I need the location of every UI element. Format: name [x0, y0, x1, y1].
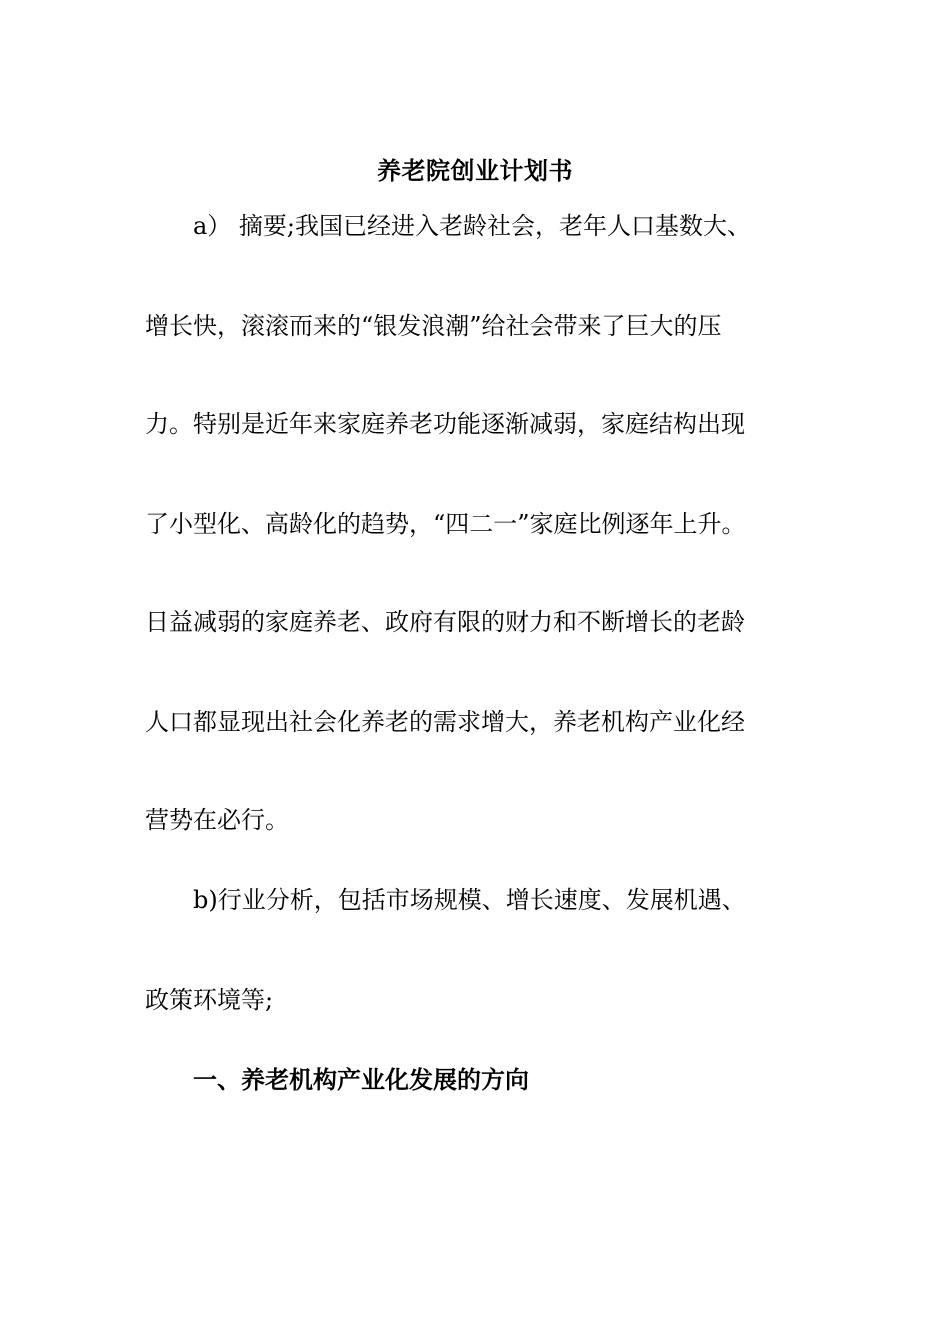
paragraph-line: 人口都显现出社会化养老的需求增大，养老机构产业化经	[145, 708, 745, 736]
paragraph-line: 日益减弱的家庭养老、政府有限的财力和不断增长的老龄	[145, 608, 745, 636]
paragraph-line: 了小型化、高龄化的趋势，“四二一”家庭比例逐年上升。	[145, 510, 746, 538]
paragraph-line: 政策环境等;	[145, 986, 274, 1014]
paragraph-line: a） 摘要;我国已经进入老龄社会，老年人口基数大、	[145, 212, 752, 240]
paragraph-line: 营势在必行。	[145, 806, 289, 834]
paragraph-line: 增长快，滚滚而来的“银发浪潮”给社会带来了巨大的压	[145, 312, 722, 340]
paragraph-line: b)行业分析，包括市场规模、增长速度、发展机遇、	[145, 886, 746, 914]
section-heading: 一、养老机构产业化发展的方向	[193, 1065, 529, 1094]
document-title: 养老院创业计划书	[377, 156, 573, 185]
paragraph-line: 力。特别是近年来家庭养老功能逐渐减弱，家庭结构出现	[145, 410, 745, 438]
